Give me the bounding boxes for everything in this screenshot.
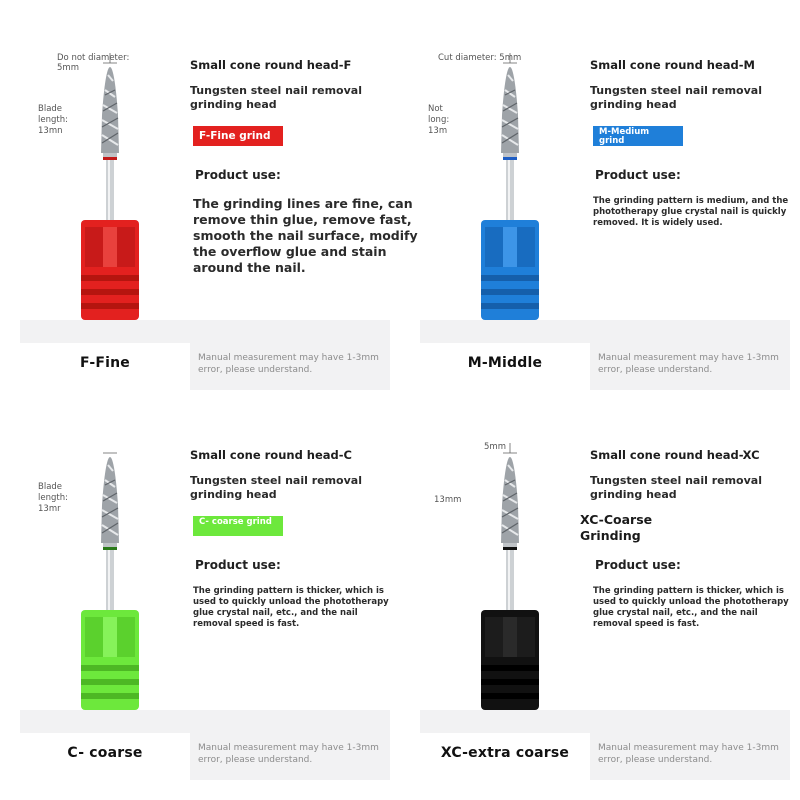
product-description: The grinding lines are fine, can remove thin glue, remove fast, smooth the nail surface, modify the overflow glue and stain around the nail. — [193, 196, 418, 275]
product-use-heading: Product use: — [595, 168, 681, 182]
product-description: The grinding pattern is thicker, which is used to quickly unload the phototherapy glue crystal nail, etc., and the nail removal speed is fast. — [193, 586, 389, 629]
product-panel-extra-coarse — [400, 390, 800, 790]
variant-label: F-Fine — [80, 355, 130, 371]
product-use-heading: Product use: — [595, 558, 681, 572]
product-subtitle: Tungsten steel nail removal grinding head — [190, 84, 362, 111]
product-subtitle: Tungsten steel nail removal grinding head — [590, 474, 762, 501]
grit-badge: M-Medium grind — [593, 126, 683, 146]
product-panel-coarse — [0, 390, 400, 790]
black-drill-bit-image — [475, 435, 545, 710]
blue-drill-bit-image — [475, 45, 545, 320]
product-title: Small cone round head-C — [190, 448, 352, 462]
grit-ring — [503, 157, 517, 160]
product-description: The grinding pattern is thicker, which is used to quickly unload the phototherapy glue crystal nail, etc., and the nail removal speed is fast. — [593, 586, 789, 629]
product-title: Small cone round head-F — [190, 58, 352, 72]
product-description: The grinding pattern is medium, and the phototherapy glue crystal nail is quickly removed. It is widely used. — [593, 196, 789, 228]
product-panel-fine — [0, 0, 418, 400]
diameter-annotation: Do not diameter: 5mm — [57, 53, 130, 73]
red-drill-bit-image — [75, 45, 145, 320]
grit-badge: F-Fine grind — [193, 126, 283, 146]
variant-label: M-Middle — [467, 355, 543, 371]
product-subtitle: Tungsten steel nail removal grinding head — [590, 84, 762, 111]
green-drill-bit-image — [75, 435, 145, 710]
variant-label: XC-extra coarse — [440, 745, 570, 761]
product-panel-middle — [400, 0, 800, 400]
grit-ring — [103, 157, 117, 160]
diameter-annotation: 5mm — [484, 442, 506, 452]
product-use-heading: Product use: — [195, 168, 281, 182]
diameter-annotation: Cut diameter: 5mm — [438, 53, 522, 63]
measurement-note: Manual measurement may have 1-3mm error, please understand. — [598, 743, 779, 765]
product-subtitle: Tungsten steel nail removal grinding head — [190, 474, 362, 501]
measurement-note: Manual measurement may have 1-3mm error, please understand. — [598, 353, 779, 375]
blade-length-annotation: Not long: 13m — [428, 104, 450, 136]
measurement-note: Manual measurement may have 1-3mm error, please understand. — [198, 743, 379, 765]
product-title: Small cone round head-M — [590, 58, 755, 72]
product-use-heading: Product use: — [195, 558, 281, 572]
product-title: Small cone round head-XC — [590, 448, 760, 462]
blade-length-annotation: 13mm — [434, 495, 462, 505]
grit-ring — [503, 547, 517, 550]
blade-length-annotation: Blade length: 13mn — [38, 104, 68, 136]
measurement-note: Manual measurement may have 1-3mm error, please understand. — [198, 353, 379, 375]
blade-length-annotation: Blade length: 13mr — [38, 482, 68, 514]
grit-ring — [103, 547, 117, 550]
grit-grade-text: XC-Coarse Grinding — [580, 512, 653, 543]
grit-badge: C- coarse grind — [193, 516, 283, 536]
variant-label: C- coarse — [67, 745, 143, 761]
